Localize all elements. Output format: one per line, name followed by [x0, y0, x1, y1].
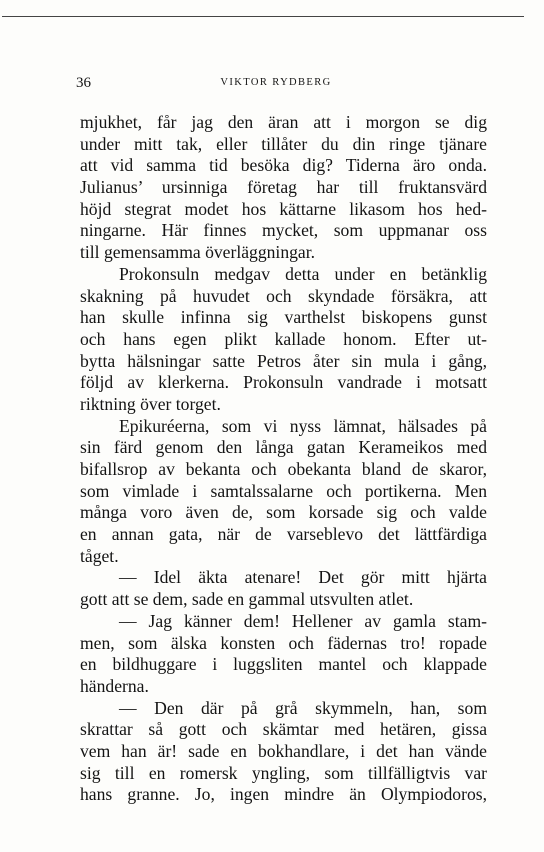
- text-line: höjd stegrat modet hos kättarne likasom hos hed-: [80, 198, 487, 219]
- text-line: han skulle infinna sig varthelst biskopens gunst: [80, 307, 487, 328]
- text-line: till gemensamma överläggningar.: [80, 242, 316, 263]
- page-number: 36: [76, 75, 91, 91]
- text-line: följd av klerkerna. Prokonsuln vandrade i motsatt: [80, 372, 487, 393]
- page-header: [76, 71, 476, 91]
- text-line: hans granne. Jo, ingen mindre än Olympiodoros,: [80, 784, 487, 805]
- text-line: ningarne. Här finnes mycket, som uppmanar oss: [80, 220, 487, 241]
- text-line: en bildhuggare i luggsliten mantel och klappade: [80, 654, 487, 675]
- text-line: sig till en romersk yngling, som tillfälligtvis var: [80, 762, 487, 783]
- running-head: VIKTOR RYDBERG: [220, 77, 332, 88]
- text-line: Epikuréerna, som vi nyss lämnat, hälsades på: [119, 415, 487, 436]
- text-line: — Jag känner dem! Hellener av gamla stam-: [119, 610, 487, 631]
- text-line: — Den där på grå skymmeln, han, som: [119, 697, 487, 718]
- text-line: mjukhet, får jag den äran att i morgon se dig: [80, 112, 487, 132]
- text-line: en annan gata, när de varseblevo det lättfärdiga: [80, 524, 487, 545]
- text-line: skrattar så gott och skämtar med hetären, gissa: [80, 719, 487, 740]
- text-line: under mitt tak, eller tillåter du din ringe tjänare: [80, 133, 487, 154]
- text-line: vem han är! sade en bokhandlare, i det han vände: [80, 740, 487, 761]
- text-line: sin färd genom den långa gatan Kerameikos med: [80, 437, 487, 458]
- text-line: och hans egen plikt kallade honom. Efter ut-: [80, 328, 487, 349]
- text-line: gott att se dem, sade en gammal utsvulten atlet.: [80, 589, 414, 610]
- text-line: många voro även de, som korsade sig och valde: [80, 502, 487, 523]
- text-line: Julianus’ ursinniga företag har till fruktansvärd: [80, 177, 487, 198]
- text-line: skakning på huvudet och skyndade försäkra, att: [80, 285, 487, 306]
- top-rule: [2, 16, 524, 17]
- text-line: att vid samma tid besöka dig? Tiderna äro onda.: [80, 155, 487, 176]
- text-line: — Idel äkta atenare! Det gör mitt hjärta: [119, 567, 487, 588]
- text-line: Prokonsuln medgav detta under en betänklig: [119, 263, 487, 284]
- text-line: men, som älska konsten och fädernas tro! ropade: [80, 632, 487, 653]
- text-line: bytta hälsningar satte Petros åter sin mula i gång,: [80, 350, 487, 371]
- text-line: bifallsrop av bekanta och obekanta bland de skaror,: [80, 459, 487, 479]
- text-line: tåget.: [80, 545, 119, 566]
- body-text: [80, 112, 487, 806]
- text-line: riktning över torget.: [80, 393, 221, 414]
- text-line: händerna.: [80, 675, 149, 696]
- text-line: som vimlade i samtalssalarne och portikerna. Men: [80, 480, 487, 501]
